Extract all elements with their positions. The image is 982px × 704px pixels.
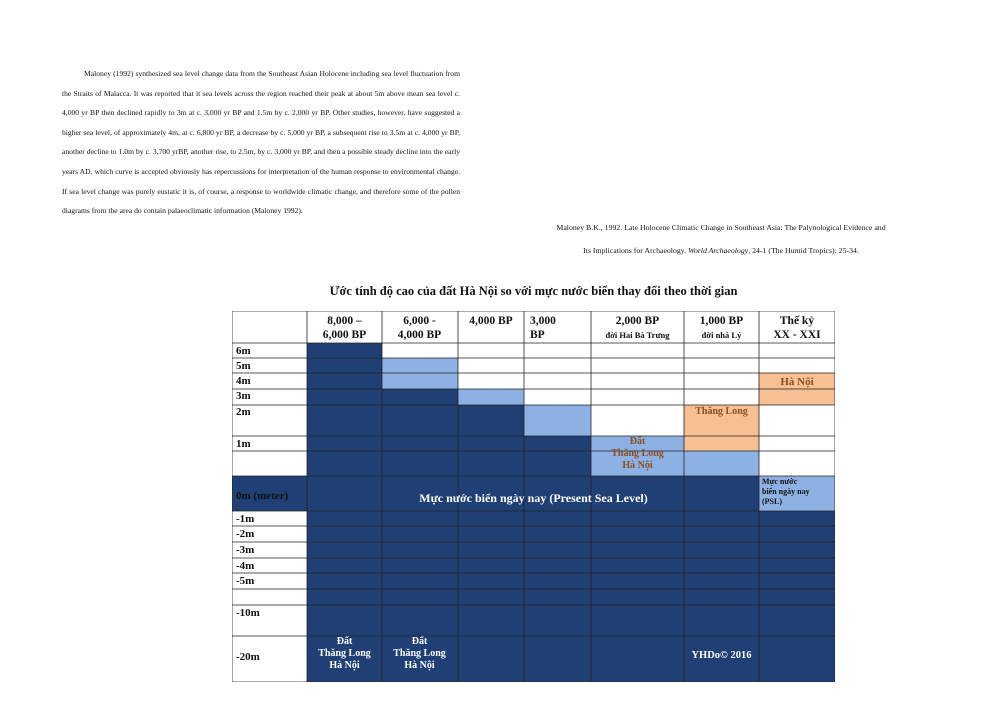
col-header-1000 bbox=[684, 314, 759, 342]
col-header-3000 bbox=[524, 314, 580, 342]
land-label-line: Hà Nội bbox=[404, 660, 435, 671]
land-label-line: Thăng Long bbox=[318, 648, 371, 659]
citation-pages: , 24-1 (The Humid Tropics): 25-34. bbox=[748, 246, 859, 255]
psl-note-line: biển ngày nay bbox=[762, 487, 810, 496]
land-label-6000bp bbox=[382, 636, 457, 672]
col-header-line: 2,000 BP bbox=[615, 315, 660, 327]
col-header-sub: đời Hai Bà Trưng bbox=[605, 330, 670, 340]
sea-level-table bbox=[232, 311, 835, 682]
citation bbox=[486, 216, 956, 262]
col-header-line: 4,000 BP bbox=[469, 315, 513, 327]
below-sea-level-col bbox=[524, 511, 591, 682]
chart-title: Ước tính độ cao của đất Hà Nội so với mực nước biển thay đổi theo thời gian bbox=[329, 284, 738, 298]
row-label-neg1: -1m bbox=[236, 513, 255, 525]
row-label-4m: 4m bbox=[236, 375, 251, 387]
land-level-6000bp bbox=[382, 389, 458, 476]
col-header-6000 bbox=[382, 314, 457, 342]
sea-level-1000bp bbox=[684, 451, 759, 476]
psl-note bbox=[762, 477, 834, 507]
col-header-line: Thế kỷ bbox=[779, 315, 815, 327]
row-label-neg4: -4m bbox=[236, 560, 255, 572]
row-label-neg5: -5m bbox=[236, 575, 255, 587]
psl-note-line: Mực nước bbox=[762, 477, 798, 486]
row-label-3m: 3m bbox=[236, 390, 251, 402]
land-label-line: Thăng Long bbox=[611, 448, 664, 459]
col-header-line: 4,000 BP bbox=[397, 329, 442, 341]
col-header-line: XX - XXI bbox=[773, 329, 821, 341]
col-header-line: 8,000 – bbox=[327, 315, 362, 327]
present-sea-level-label: Mực nước biển ngày nay (Present Sea Level) bbox=[419, 491, 648, 505]
citation-journal: World Archaeology bbox=[688, 246, 749, 255]
col-header-line: 6,000 BP bbox=[322, 329, 367, 341]
citation-line-1: Maloney B.K., 1992. Late Holocene Climatic Change in Southeast Asia: The Palynological Evidence and bbox=[556, 223, 886, 232]
col-header-2000 bbox=[591, 314, 684, 342]
land-label-line: Đất bbox=[629, 436, 646, 447]
land-level-3000bp bbox=[524, 436, 591, 476]
sea-level-4000bp bbox=[458, 389, 524, 405]
row-label-5m: 5m bbox=[236, 360, 251, 372]
body-paragraph: Maloney (1992) synthesized sea level change data from the Southeast Asian Holocene including sea level fluctuation from the Straits of Malacca. It was reported that it sea levels across the region reached their peak at about 5m above mean sea level c. 4,000 yr BP then declined rapidly to 3m at c. 3,000 yr BP and 1.5m by c. 2,000 yr BP. Other studies, however, have suggested a higher sea level, of approximately 4m, at c. 6,800 yr BP, a decrease by c. 5,000 yr BP, a subsequent rise to 3.5m at c. 4,000 yr BP, another decline to 1.0m by c. 3,700 yrBP, another rise, to 2.5m, by c. 3,000 yr BP, and then a possible steady decline into the early years AD. which curve is accepted obviously has repercussions for interpretation of the human response to environmental change. If sea level change was purely eustatic it is, of course, a response to worldwide climatic change, and therefore some of the pollen diagrams from the area do contain palaeoclimatic information (Maloney 1992). bbox=[62, 69, 460, 216]
row-label-2m: 2m bbox=[236, 406, 251, 418]
sea-level-6000bp bbox=[382, 358, 458, 389]
land-label-8000bp bbox=[307, 636, 382, 672]
row-label-1m: 1m bbox=[236, 438, 251, 450]
row-label-neg3: -3m bbox=[236, 544, 255, 556]
col-header-sub: đời nhà Lý bbox=[701, 330, 742, 340]
ha-noi-label: Hà Nội bbox=[780, 376, 814, 388]
land-label-line: Hà Nội bbox=[329, 660, 360, 671]
col-header-4000 bbox=[458, 314, 524, 328]
citation-text: Its Implications for Archaeology. bbox=[583, 246, 689, 255]
land-level-8000bp bbox=[307, 343, 382, 476]
col-header-modern bbox=[759, 314, 835, 342]
col-header-line: 3,000 bbox=[530, 315, 556, 327]
row-label-6m: 6m bbox=[236, 345, 251, 357]
col-header-line: BP bbox=[530, 329, 545, 341]
below-sea-level-col bbox=[458, 511, 524, 682]
land-label-2000bp bbox=[591, 436, 684, 472]
row-label-neg10: -10m bbox=[236, 607, 260, 619]
col-header-line: 6,000 - bbox=[403, 315, 436, 327]
psl-note-line: (PSL) bbox=[762, 497, 782, 506]
row-label-neg20: -20m bbox=[236, 651, 260, 663]
thang-long-label: Thăng Long bbox=[695, 406, 748, 417]
land-label-line: Thăng Long bbox=[393, 648, 446, 659]
below-sea-level-col bbox=[591, 511, 684, 682]
citation-line-2 bbox=[486, 239, 956, 262]
land-level-4000bp bbox=[458, 405, 524, 476]
land-label-line: Đất bbox=[336, 636, 353, 647]
col-header-8000 bbox=[307, 314, 382, 342]
land-label-line: Hà Nội bbox=[622, 460, 653, 471]
copyright: YHDo© 2016 bbox=[691, 650, 752, 661]
land-label-line: Đất bbox=[411, 636, 428, 647]
row-label-neg2: -2m bbox=[236, 528, 255, 540]
below-sea-level-col bbox=[759, 511, 835, 682]
col-header-line: 1,000 BP bbox=[699, 315, 744, 327]
row-label-0m: 0m (meter) bbox=[236, 490, 289, 502]
